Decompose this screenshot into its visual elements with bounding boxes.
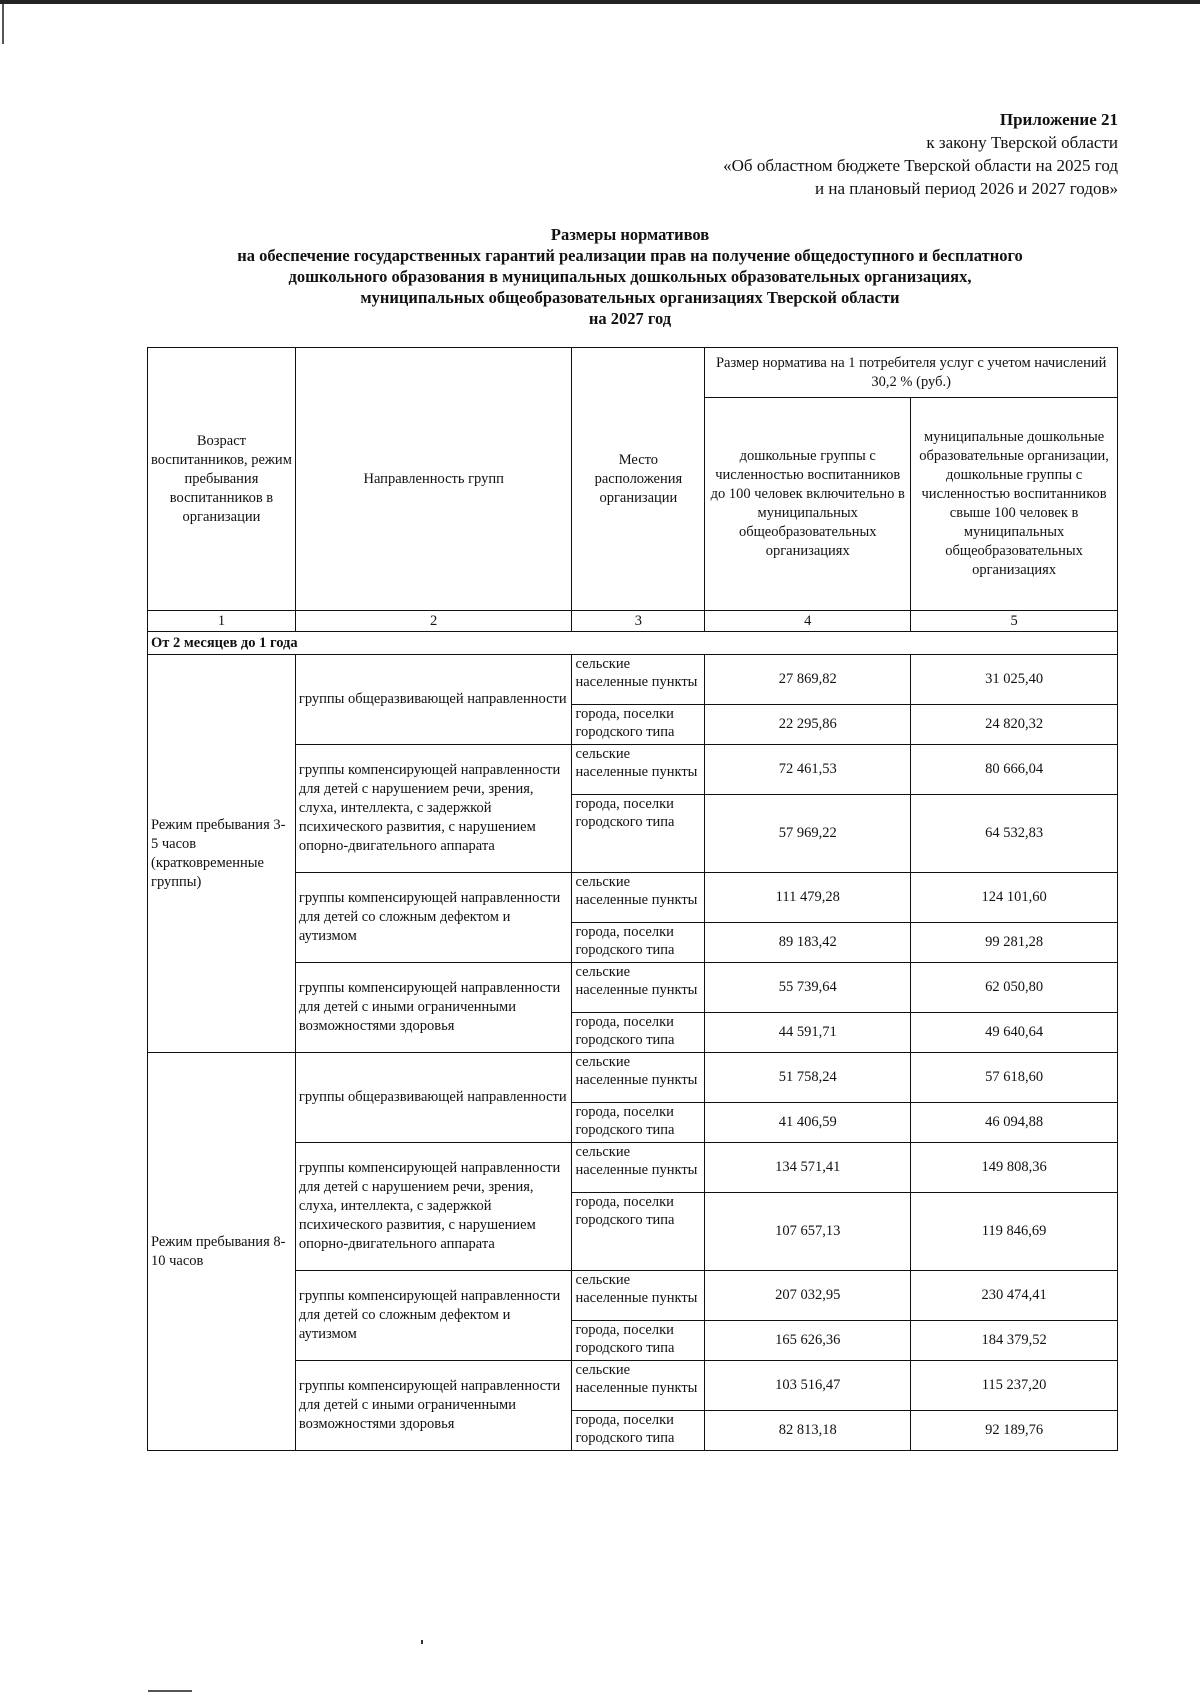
value-col-4: 82 813,18: [705, 1411, 911, 1451]
group-direction: группы компенсирующей направленности для детей с иными ограниченными возможностями здоровья: [295, 1361, 572, 1451]
title-line-2: на обеспечение государственных гарантий реализации прав на получение общедоступного и бесплатного: [237, 246, 1023, 265]
place-urban: города, поселки городского типа: [572, 795, 705, 873]
table-row: [148, 655, 1118, 705]
top-border-line: [0, 0, 1200, 4]
group-direction: группы компенсирующей направленности для детей со сложным дефектом и аутизмом: [295, 1271, 572, 1361]
value-col-4: 55 739,64: [705, 963, 911, 1013]
column-number: 3: [572, 611, 705, 632]
group-direction: группы компенсирующей направленности для детей с иными ограниченными возможностями здоровья: [295, 963, 572, 1053]
place-urban: города, поселки городского типа: [572, 1103, 705, 1143]
value-col-5: 124 101,60: [911, 873, 1118, 923]
title-line-5: на 2027 год: [588, 309, 672, 328]
place-urban: города, поселки городского типа: [572, 705, 705, 745]
place-rural: сельские населенные пункты: [572, 1053, 705, 1103]
column-number: 5: [911, 611, 1118, 632]
value-col-5: 62 050,80: [911, 963, 1118, 1013]
value-col-5: 149 808,36: [911, 1143, 1118, 1193]
table-row: [148, 1053, 1118, 1103]
mode-label: Режим пребывания 3-5 часов (кратковременные группы): [148, 655, 296, 1053]
group-direction: группы компенсирующей направленности для детей с нарушением речи, зрения, слуха, интеллекта, с задержкой психического развития, с нарушением опорно-двигательного аппарата: [295, 1143, 572, 1271]
value-col-4: 41 406,59: [705, 1103, 911, 1143]
column-number: 4: [705, 611, 911, 632]
header-age: Возраст воспитанников, режим пребывания воспитанников в организации: [148, 348, 296, 611]
appendix-header: [723, 108, 1118, 200]
header-col-5: муниципальные дошкольные образовательные организации, дошкольные группы с численностью воспитанников свыше 100 человек в муниципальных общеобразовательных организациях: [911, 398, 1118, 611]
place-urban: города, поселки городского типа: [572, 1193, 705, 1271]
place-urban: города, поселки городского типа: [572, 1013, 705, 1053]
mode-label: Режим пребывания 8- 10 часов: [148, 1053, 296, 1451]
title-line-1: Размеры нормативов: [550, 225, 710, 244]
value-col-4: 27 869,82: [705, 655, 911, 705]
value-col-4: 111 479,28: [705, 873, 911, 923]
value-col-4: 103 516,47: [705, 1361, 911, 1411]
header-place: Место расположения организации: [572, 348, 705, 611]
group-direction: группы компенсирующей направленности для детей с нарушением речи, зрения, слуха, интеллекта, с задержкой психического развития, с нарушением опорно-двигательного аппарата: [295, 745, 572, 873]
column-number-row: [148, 611, 1118, 632]
appendix-line-1: к закону Тверской области: [926, 133, 1118, 152]
value-col-5: 46 094,88: [911, 1103, 1118, 1143]
left-border-line: [2, 4, 4, 44]
value-col-4: 51 758,24: [705, 1053, 911, 1103]
place-rural: сельские населенные пункты: [572, 1271, 705, 1321]
column-number: 2: [295, 611, 572, 632]
value-col-5: 64 532,83: [911, 795, 1118, 873]
bottom-mark: [148, 1690, 192, 1692]
value-col-5: 24 820,32: [911, 705, 1118, 745]
appendix-line-2: «Об областном бюджете Тверской области на 2025 год: [723, 156, 1118, 175]
value-col-4: 165 626,36: [705, 1321, 911, 1361]
value-col-5: 57 618,60: [911, 1053, 1118, 1103]
header-direction: Направленность групп: [295, 348, 572, 611]
place-urban: города, поселки городского типа: [572, 1411, 705, 1451]
place-rural: сельские населенные пункты: [572, 745, 705, 795]
place-rural: сельские населенные пункты: [572, 655, 705, 705]
section-row: [148, 632, 1118, 655]
title-line-3: дошкольного образования в муниципальных дошкольных образовательных организациях,: [288, 267, 972, 286]
value-col-4: 44 591,71: [705, 1013, 911, 1053]
section-label: От 2 месяцев до 1 года: [148, 632, 1118, 655]
document-title: [140, 224, 1120, 329]
header-col-4: дошкольные группы с численностью воспитанников до 100 человек включительно в муниципальных общеобразовательных организациях: [705, 398, 911, 611]
value-col-4: 134 571,41: [705, 1143, 911, 1193]
group-direction: группы общеразвивающей направленности: [295, 655, 572, 745]
header-norm: Размер норматива на 1 потребителя услуг с учетом начислений 30,2 % (руб.): [705, 348, 1118, 398]
value-col-5: 119 846,69: [911, 1193, 1118, 1271]
place-rural: сельские населенные пункты: [572, 1361, 705, 1411]
value-col-5: 230 474,41: [911, 1271, 1118, 1321]
place-rural: сельские населенные пункты: [572, 1143, 705, 1193]
title-line-4: муниципальных общеобразовательных организациях Тверской области: [360, 288, 900, 307]
group-direction: группы компенсирующей направленности для детей со сложным дефектом и аутизмом: [295, 873, 572, 963]
value-col-5: 92 189,76: [911, 1411, 1118, 1451]
place-rural: сельские населенные пункты: [572, 873, 705, 923]
value-col-5: 99 281,28: [911, 923, 1118, 963]
value-col-5: 184 379,52: [911, 1321, 1118, 1361]
appendix-number: Приложение 21: [999, 110, 1118, 129]
value-col-5: 80 666,04: [911, 745, 1118, 795]
value-col-4: 22 295,86: [705, 705, 911, 745]
appendix-line-3: и на плановый период 2026 и 2027 годов»: [815, 179, 1118, 198]
group-direction: группы общеразвивающей направленности: [295, 1053, 572, 1143]
scan-mark: [421, 1640, 423, 1644]
value-col-4: 72 461,53: [705, 745, 911, 795]
value-col-4: 207 032,95: [705, 1271, 911, 1321]
table-body: [148, 611, 1118, 1451]
norms-table: [147, 347, 1118, 1451]
place-urban: города, поселки городского типа: [572, 923, 705, 963]
place-rural: сельские населенные пункты: [572, 963, 705, 1013]
value-col-5: 31 025,40: [911, 655, 1118, 705]
value-col-4: 89 183,42: [705, 923, 911, 963]
place-urban: города, поселки городского типа: [572, 1321, 705, 1361]
value-col-5: 115 237,20: [911, 1361, 1118, 1411]
column-number: 1: [148, 611, 296, 632]
value-col-4: 107 657,13: [705, 1193, 911, 1271]
value-col-4: 57 969,22: [705, 795, 911, 873]
value-col-5: 49 640,64: [911, 1013, 1118, 1053]
